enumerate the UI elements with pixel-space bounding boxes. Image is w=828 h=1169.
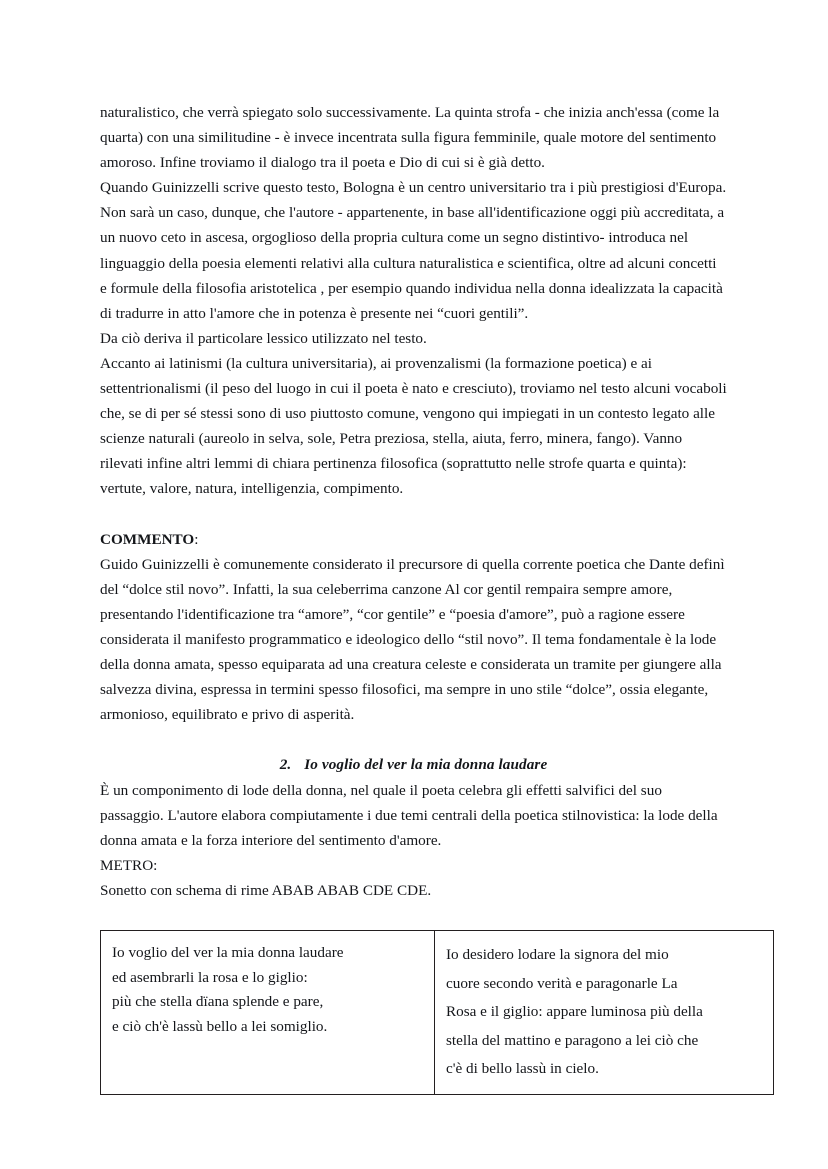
paragraph-lessico: Da ciò deriva il particolare lessico utilizzato nel testo.	[100, 329, 427, 347]
poem-heading-number: 2.	[279, 756, 292, 774]
paragraph-strofa-quinta: naturalistico, che verrà spiegato solo successivamente. La quinta strofa - che inizia anch'essa (come la quarta) con una similitudine - è invece incentrata sulla figura femminile, quale motore del sentimento amoroso. Infine troviamo il dialogo tra il poeta e Dio di cui si è già detto.	[100, 104, 720, 172]
metro-label: METRO:	[100, 856, 158, 874]
verse-cell-paraphrase	[435, 931, 774, 1095]
verse-line: c'è di bello lassù in cielo.	[446, 1060, 599, 1078]
verse-comparison-table	[100, 930, 774, 1095]
verse-line: ed asembrarli la rosa e lo giglio:	[112, 968, 308, 986]
paragraph-commento: Guido Guinizzelli è comunemente considerato il precursore di quella corrente poetica che Dante definì del “dolce stil novo”. Infatti, la sua celeberrima canzone Al cor gentil rempaira sempre amore, presentando l'identificazione tra “amore”, “cor gentile” e “poesia d'amore”, può a ragione essere considerata il manifesto programmatico e ideologico dello “stil novo”. Il tema fondamentale è la lode della donna amata, spesso equiparata ad una creatura celeste e considerata un tramite per giungere alla salvezza divina, espressa in termini spesso filosofici, ma sempre in uno stile “dolce”, ossia elegante, armonioso, equilibrato e privo di asperità.	[100, 555, 725, 724]
paragraph-latinismi: Accanto ai latinismi (la cultura universitaria), ai provenzalismi (la formazione poetica) e ai settentrionalismi (il peso del luogo in cui il poeta è nato e cresciuto), troviamo nel testo alcuni vocaboli che, se di per sé stessi sono di uso piuttosto comune, vengono qui impiegati in un contesto legato alle scienze naturali (aureolo in selva, sole, Petra preziosa, stella, aiuta, ferro, minera, fango). Vanno rilevati infine altri lemmi di chiara pertinenza filosofica (soprattutto nelle strofe quarta e quinta): vertute, valore, natura, intelligenzia, compimento.	[100, 354, 727, 498]
verse-line: Rosa e il giglio: appare luminosa più della	[446, 1003, 703, 1021]
commento-label: COMMENTO	[100, 530, 195, 548]
document-body	[100, 100, 727, 1095]
table-row	[101, 931, 774, 1095]
verse-cell-original	[101, 931, 435, 1095]
poem-heading	[100, 752, 727, 777]
verse-line: Io voglio del ver la mia donna laudare	[112, 944, 344, 961]
verse-line: Io desidero lodare la signora del mio	[446, 946, 669, 963]
verse-line: più che stella dïana splende e pare,	[112, 993, 324, 1011]
paragraph-poem-intro: È un componimento di lode della donna, nel quale il poeta celebra gli effetti salvifici del suo passaggio. L'autore elabora compiutamente i due temi centrali della poetica stilnovistica: la lode della donna amata e la forza interiore del sentimento d'amore.	[100, 781, 718, 849]
commento-heading	[100, 527, 727, 552]
verse-line: e ciò ch'è lassù bello a lei somiglio.	[112, 1017, 328, 1035]
paragraph-spacer	[100, 502, 727, 527]
paragraph-bologna-cultura: Quando Guinizzelli scrive questo testo, Bologna è un centro universitario tra i più prestigiosi d'Europa. Non sarà un caso, dunque, che l'autore - appartenente, in base all'identificazione oggi più accreditata, a un nuovo ceto in ascesa, orgoglioso della propria cultura come un segno distintivo- introduca nel linguaggio della poesia elementi relativi alla cultura naturalistica e scientifica, oltre ad alcuni concetti e formule della filosofia aristotelica , per esempio quando individua nella donna idealizzata la capacità di tradurre in atto l'amore che in potenza è presente nei “cuori gentili”.	[100, 179, 727, 322]
commento-spacer	[100, 727, 727, 752]
verse-line: cuore secondo verità e paragonarle La	[446, 974, 678, 992]
verse-line: stella del mattino e paragono a lei ciò che	[446, 1031, 699, 1049]
poem-heading-title: Io voglio del ver la mia donna laudare	[304, 756, 548, 774]
metro-text: Sonetto con schema di rime ABAB ABAB CDE CDE.	[100, 881, 432, 899]
commento-label-colon: :	[194, 530, 199, 548]
